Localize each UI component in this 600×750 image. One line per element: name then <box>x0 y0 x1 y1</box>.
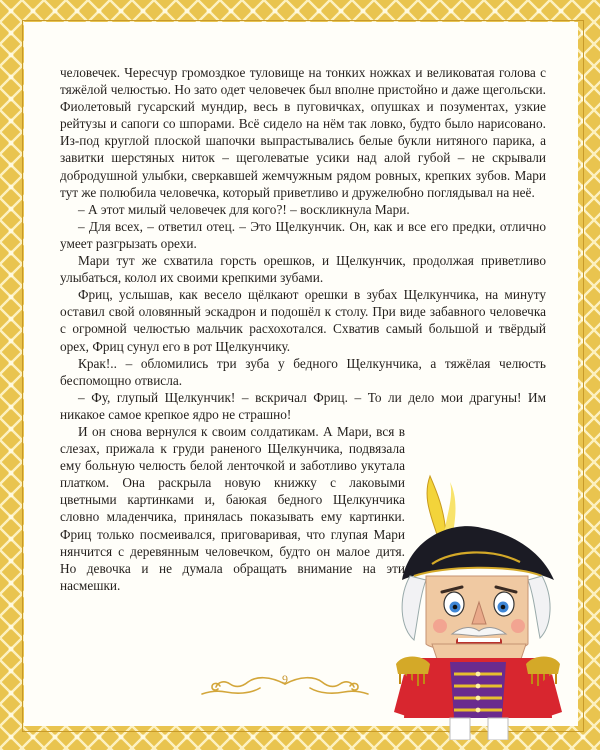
paragraph: Мари тут же схватила горсть орешков, и Щелкунчик, продолжая приветливо улыбаться, колол их своими крепкими зубами. <box>60 253 546 286</box>
paragraph: – Фу, глупый Щелкунчик! – вскричал Фриц. – То ли дело мои драгуны! Им никакое самое крепкое ядро не страшно! <box>60 389 546 422</box>
paragraph: Крак!.. – обломились три зуба у бедного Щелкунчика, а тяжёлая челюсть беспомощно отвисла. <box>60 355 546 388</box>
paragraph: – Для всех, – ответил отец. – Это Щелкунчик. Он, как и все его предки, отлично умеет разгрызать орехи. <box>60 218 546 251</box>
paragraph: – А этот милый человечек для кого?! – воскликнула Мари. <box>78 201 410 217</box>
page-number: 9 <box>282 672 288 686</box>
nutcracker-illustration <box>392 468 564 740</box>
paragraph: человечек. Чересчур громоздкое туловище на тонких ножках и великоватая голова с тяжёлой челюстью. Но зато одет человечек был вполне пристойно и даже щегольски. Фиолетовый гусарский мундир, весь в пуговичках, опушках и позументах, узкие рейтузы и сапоги со шпорами. Всё сидело на нём так ловко, будто было нарисовано. Из-под круглой плоской шапочки выпрастывались белые букли нитяного парика, а завитки шерстяных ниток – щеголеватые усики над алой губой – не скрывали добродушной улыбки, сверкавшей жемчужным рядом ровных, крепких зубов. Мари тут же полюбила человечка, который приветливо и дружелюбно поглядывал на неё. <box>60 65 546 200</box>
paragraph: И он снова вернулся к своим солдатикам. А Мари, вся в слезах, прижала к груди раненого Щелкунчика, подвязала ему больную челюсть белой ленточкой и заботливо укутала платком. Она раскрыла новую книжку с лаковыми цветными картинками и, баюкая бедного Щелкунчика словно младенчика, принялась показывать ему картинки. Фриц только посмеивался, приговаривая, что глупая Мари нянчится с деревянным человечком, будто он малое дитя. Но девочка и не думала обращать внимание на эти насмешки. <box>60 423 405 593</box>
paragraph: Фриц, услышав, как весело щёлкают орешки в зубах Щелкунчика, на минуту оставил свой оловянный эскадрон и подошёл к столу. При виде забавного человечка с огромной челюстью мальчик расхохотался. Схватив самый большой и твёрдый орех, Фриц сунул его в рот Щелкунчику. <box>60 287 546 354</box>
page-number-ornament <box>190 666 380 700</box>
